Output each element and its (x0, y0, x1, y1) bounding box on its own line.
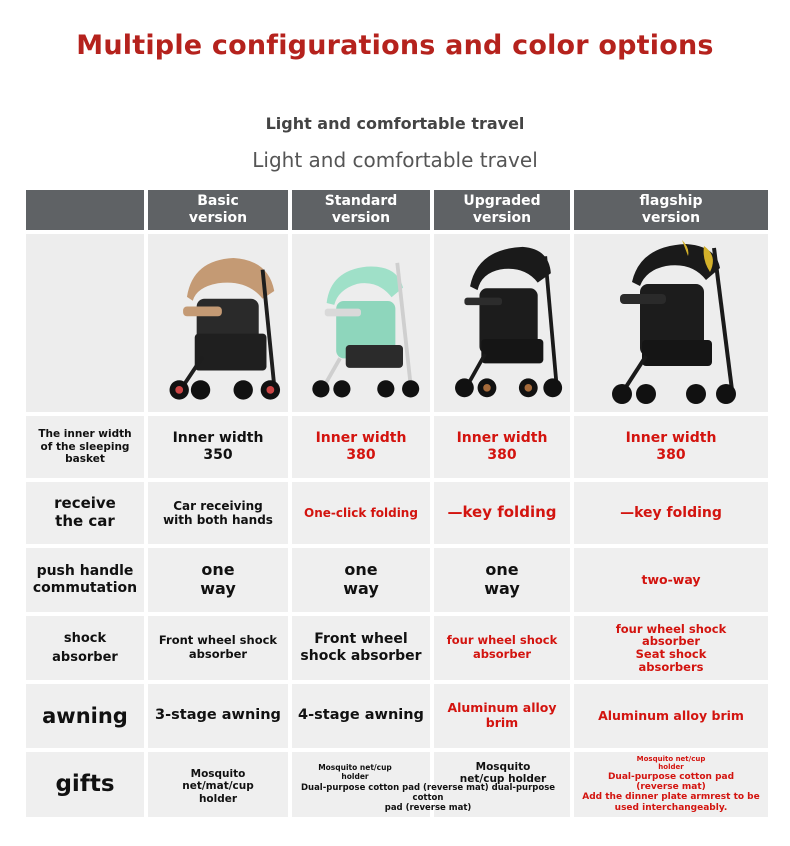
basic-stroller-graphic (154, 238, 282, 408)
header-basic: Basic version (148, 190, 288, 230)
push-handle-basic: one way (148, 548, 288, 612)
awning-basic: 3-stage awning (148, 684, 288, 748)
image-label-empty (26, 234, 144, 412)
gifts-standard-top: Mosquito net/cup holder (318, 763, 392, 781)
push-handle-flagship: two-way (574, 548, 768, 612)
gifts-basic: Mosquito net/mat/cup holder (148, 752, 288, 817)
flagship-stroller-graphic (586, 236, 756, 410)
header-upgraded: Upgraded version (434, 190, 570, 230)
flagship-stroller-image (574, 234, 768, 412)
shock-absorber-basic: Front wheel shock absorber (148, 616, 288, 680)
push-handle-upgraded: one way (434, 548, 570, 612)
row-label-awning: awning (26, 684, 144, 748)
awning-upgraded: Aluminum alloy brim (434, 684, 570, 748)
inner-width-flagship: Inner width 380 (574, 416, 768, 478)
standard-stroller-image (292, 234, 430, 412)
header-empty-cell (26, 190, 144, 230)
row-label-shock-absorber: shock absorber (26, 616, 144, 680)
shock-absorber-flagship: four wheel shock absorber Seat shock absorbers (574, 616, 768, 680)
row-label-gifts: gifts (26, 752, 144, 817)
upgraded-stroller-graphic (440, 236, 564, 410)
inner-width-basic: Inner width 350 (148, 416, 288, 478)
header-flagship: flagship version (574, 190, 768, 230)
receive-car-flagship: —key folding (574, 482, 768, 544)
gifts-flagship (574, 752, 768, 817)
standard-stroller-graphic (298, 238, 424, 408)
upgraded-stroller-image (434, 234, 570, 412)
subtitle: Light and comfortable travel (252, 148, 538, 172)
receive-car-upgraded: —key folding (434, 482, 570, 544)
awning-flagship: Aluminum alloy brim (574, 684, 768, 748)
comparison-table (26, 190, 768, 817)
row-label-push-handle: push handle commutation (26, 548, 144, 612)
row-label-inner-width: The inner width of the sleeping basket (26, 416, 144, 478)
row-label-receive-car: receive the car (26, 482, 144, 544)
subtitle-bold: Light and comfortable travel (265, 114, 525, 133)
receive-car-basic: Car receiving with both hands (148, 482, 288, 544)
gifts-flagship-main: Dual-purpose cotton pad (reverse mat) Add the dinner plate armrest to be used interchangeably. (582, 771, 760, 813)
page-title: Multiple configurations and color options (76, 30, 714, 61)
header-standard: Standard version (292, 190, 430, 230)
gifts-shared-bottom: Dual-purpose cotton pad (reverse mat) dual-purpose cotton pad (reverse mat) (300, 782, 556, 814)
shock-absorber-upgraded: four wheel shock absorber (434, 616, 570, 680)
gifts-upgraded-top: Mosquito net/cup holder (459, 760, 547, 785)
gifts-flagship-small: Mosquito net/cup holder (636, 755, 706, 771)
push-handle-standard: one way (292, 548, 430, 612)
receive-car-standard: One-click folding (292, 482, 430, 544)
shock-absorber-standard: Front wheel shock absorber (292, 616, 430, 680)
inner-width-standard: Inner width 380 (292, 416, 430, 478)
inner-width-upgraded: Inner width 380 (434, 416, 570, 478)
awning-standard: 4-stage awning (292, 684, 430, 748)
basic-stroller-image (148, 234, 288, 412)
